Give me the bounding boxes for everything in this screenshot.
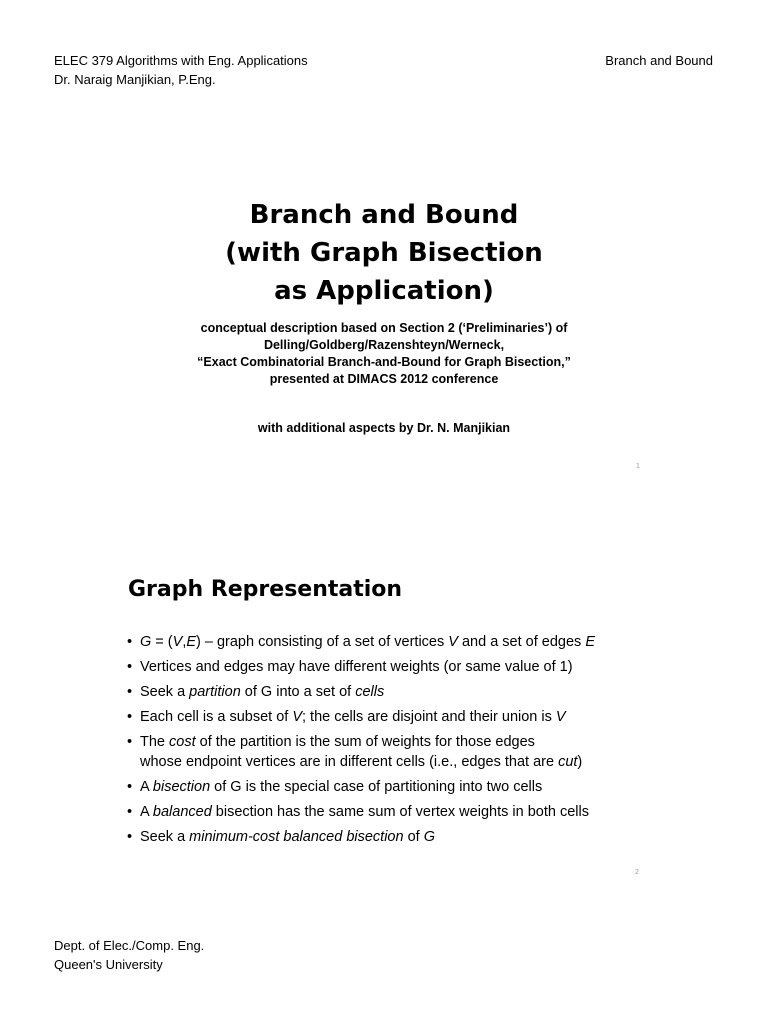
- text-segment: Seek a: [140, 829, 190, 845]
- text-segment: A: [140, 779, 153, 795]
- bullet-icon: •: [127, 829, 133, 845]
- bullet-item: [127, 802, 667, 822]
- italic-term: V: [292, 709, 302, 725]
- slide-1-subtitle-line: Delling/Goldberg/Razenshteyn/Werneck,: [263, 338, 505, 352]
- italic-term: balanced: [152, 804, 212, 820]
- bullet-icon: •: [127, 804, 133, 820]
- italic-term: V: [448, 634, 458, 650]
- italic-term: V: [172, 634, 183, 650]
- italic-term: V: [555, 709, 566, 725]
- italic-term: cut: [558, 754, 578, 770]
- slide-1-title-line: (with Graph Bisection: [225, 238, 543, 268]
- bullet-item: [127, 827, 667, 847]
- text-segment: = (: [151, 634, 173, 650]
- bullet-item: [127, 732, 667, 772]
- text-segment: of: [403, 829, 424, 845]
- text-segment: ) – graph consisting of a set of vertices: [196, 634, 449, 650]
- bullet-icon: •: [127, 684, 133, 700]
- italic-term: partition: [189, 684, 241, 700]
- bullet-continuation: [140, 752, 667, 772]
- bullet-item: [127, 707, 667, 727]
- bullet-icon: •: [127, 634, 133, 650]
- author-name: Dr. Naraig Manjikian, P.Eng.: [54, 72, 216, 87]
- text-segment: ,: [182, 634, 187, 650]
- text-segment: bisection has the same sum of vertex weights in both cells: [211, 804, 589, 820]
- bullet-list: [127, 632, 667, 852]
- slide-1-subtitle: [84, 320, 684, 388]
- department-name: Dept. of Elec./Comp. Eng.: [54, 938, 205, 953]
- text-segment: Vertices and edges may have different weights (or same value of 1): [140, 659, 573, 675]
- italic-term: cells: [355, 684, 385, 700]
- slide-1-page-number: 1: [636, 463, 640, 470]
- bullet-item: [127, 777, 667, 797]
- bullet-item: [127, 632, 667, 652]
- italic-term: cost: [169, 734, 196, 750]
- bullet-icon: •: [127, 734, 133, 750]
- bullet-icon: •: [127, 709, 133, 725]
- slide-1-title-line: as Application): [274, 276, 494, 306]
- slide-2-title: Graph Representation: [128, 577, 403, 602]
- slide-1-subtitle-line: “Exact Combinatorial Branch-and-Bound for Graph Bisection,”: [197, 355, 571, 369]
- italic-term: bisection: [152, 779, 211, 795]
- text-segment: Each cell is a subset of: [140, 709, 293, 725]
- course-title: ELEC 379 Algorithms with Eng. Applications: [54, 53, 308, 68]
- bullet-item: [127, 657, 667, 677]
- text-segment: and a set of edges: [457, 634, 586, 650]
- slide-1-credit: with additional aspects by Dr. N. Manjikian: [257, 421, 511, 435]
- text-segment: Seek a: [140, 684, 190, 700]
- slide-1-subtitle-line: presented at DIMACS 2012 conference: [269, 372, 499, 386]
- text-segment: of the partition is the sum of weights for those edges: [195, 734, 535, 750]
- university-name: Queen's University: [54, 957, 163, 972]
- text-segment: of G into a set of: [240, 684, 356, 700]
- italic-term: minimum-cost balanced bisection: [189, 829, 404, 845]
- slide-2-page-number: 2: [635, 869, 639, 876]
- slide-1-title: [84, 196, 684, 310]
- text-segment: whose endpoint vertices are in different cells (i.e., edges that are: [140, 754, 559, 770]
- italic-term: G: [423, 829, 435, 845]
- text-segment: of G is the special case of partitioning into two cells: [210, 779, 543, 795]
- bullet-item: [127, 682, 667, 702]
- italic-term: E: [585, 634, 595, 650]
- topic-title: Branch and Bound: [605, 53, 713, 68]
- bullet-icon: •: [127, 659, 133, 675]
- slide-1-title-line: Branch and Bound: [249, 200, 519, 230]
- text-segment: ; the cells are disjoint and their union is: [302, 709, 556, 725]
- text-segment: ): [577, 754, 583, 770]
- text-segment: A: [140, 804, 153, 820]
- text-segment: The: [140, 734, 170, 750]
- italic-term: G: [140, 634, 152, 650]
- slide-1-subtitle-line: conceptual description based on Section 2 (‘Preliminaries’) of: [200, 321, 568, 335]
- bullet-icon: •: [127, 779, 133, 795]
- italic-term: E: [186, 634, 197, 650]
